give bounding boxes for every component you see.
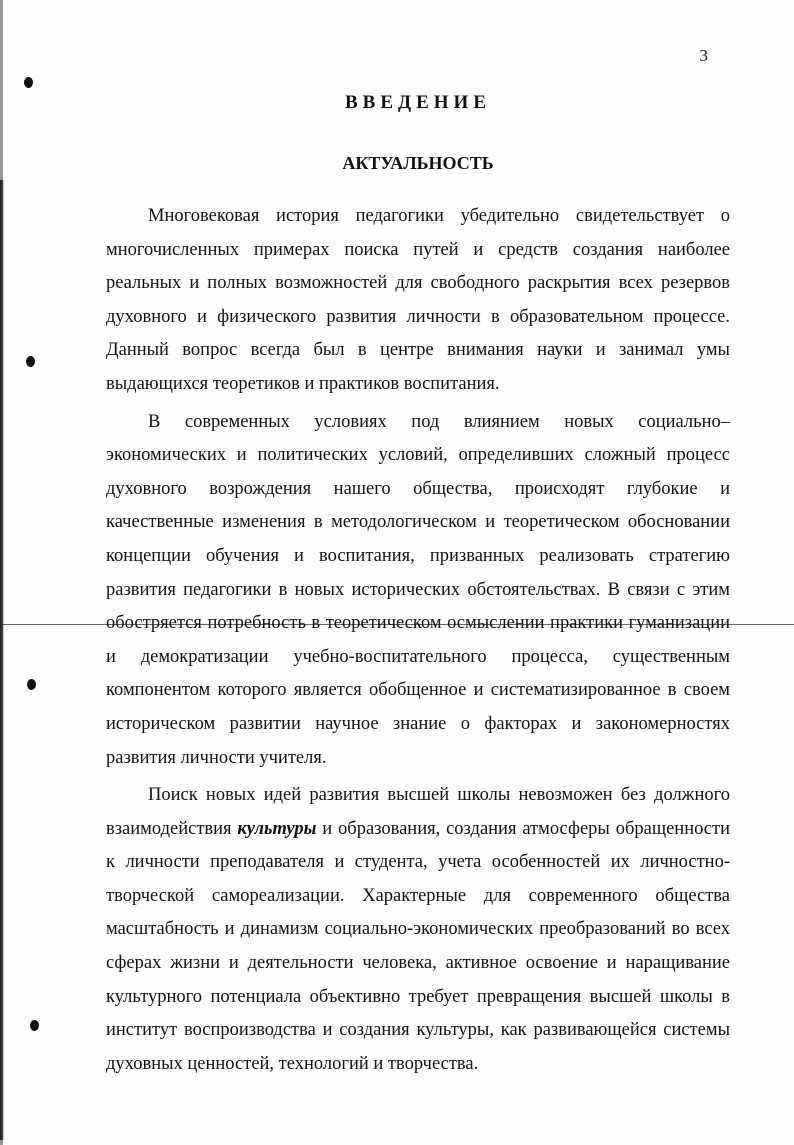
paragraph: Многовековая история педагогики убедительно свидетельствует о многочисленных примерах поиска путей и средств создания наиболее реальных и полных возможностей для свободного раскрытия всех резервов духовного и физического развития личности в образовательном процессе. Данный вопрос всегда был в центре внимания науки и занимал умы выдающихся теоретиков и практиков воспитания. — [106, 206, 730, 394]
scan-binding-shadow — [0, 180, 6, 1140]
emphasized-term: культуры — [237, 818, 317, 839]
paragraph-text: и образования, создания атмосферы обращенности к личности преподавателя и студента, учета особенностей их личностно-творческой самореализации. Характерные для современного общества масштабность и динамизм социально-экономических преобразований во всех сферах жизни и деятельности человека, активное освоение и наращивание культурного потенциала объективно требует превращения высшей школы в институт воспроизводства и создания культуры, как развивающейся системы духовных ценностей, технологий и творчества. — [106, 818, 730, 1074]
punch-hole-mark — [26, 356, 35, 367]
punch-hole-mark — [27, 679, 36, 690]
punch-hole-mark — [24, 77, 33, 88]
page-number: 3 — [699, 46, 708, 65]
paragraph — [106, 779, 730, 1081]
paragraph: В современных условиях под влиянием новых социально–экономических и политических условий, определивших сложный процесс духовного возрождения нашего общества, происходят глубокие и качественные изменения в методологическом и теоретическом обосновании концепции обучения и воспитания, призванных реализовать стратегию развития педагогики в новых исторических обстоятельствах. В связи с этим обостряется потребность в теоретическом осмыслении практики гуманизации и демократизации учебно-воспитательного процесса, существенным компонентом которого является обобщенное и систематизированное в своем историческом развитии научное знание о факторах и закономерностях развития личности учителя. — [106, 411, 730, 768]
body-text — [106, 200, 730, 1085]
section-subtitle: АКТУАЛЬНОСТЬ — [342, 153, 494, 173]
punch-hole-mark — [30, 1020, 39, 1031]
paragraph-text: Поиск новых идей развития высшей школы невозможен без должного взаимодействия — [106, 785, 730, 839]
section-title: ВВЕДЕНИЕ — [345, 92, 491, 113]
